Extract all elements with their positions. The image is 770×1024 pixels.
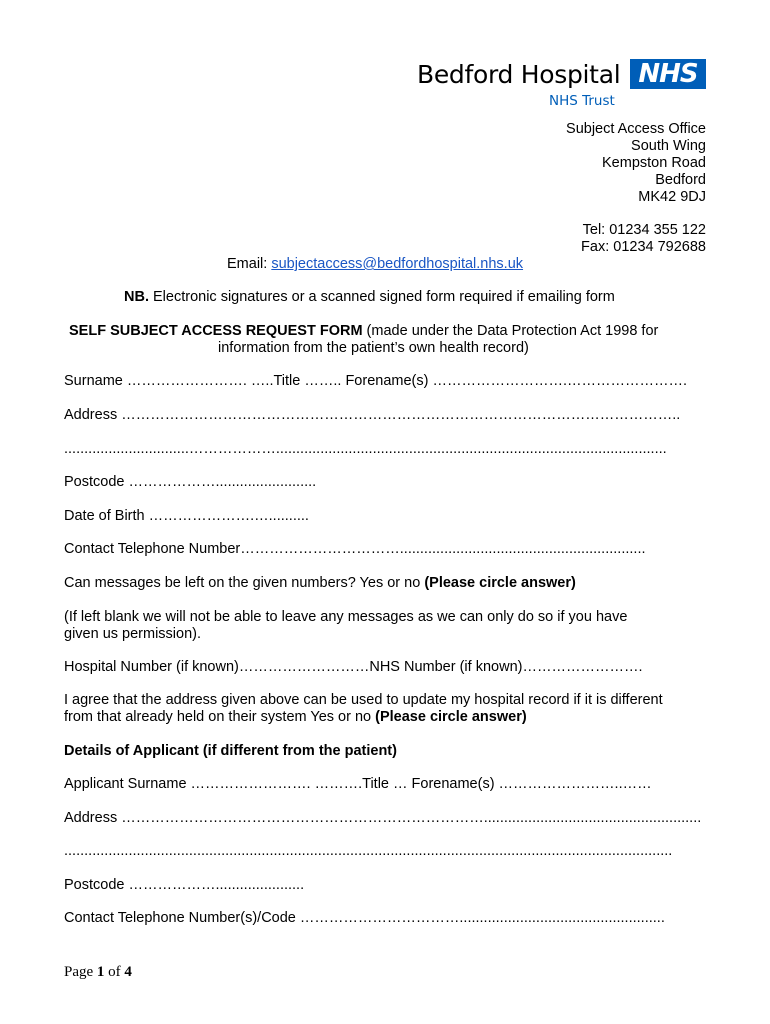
nb-note <box>124 289 615 305</box>
address-road: Kempston Road <box>602 155 706 171</box>
address-wing: South Wing <box>631 138 706 154</box>
dob-field[interactable]: Date of Birth ………………….….......... <box>64 508 309 524</box>
hospital-number-field[interactable]: Hospital Number (if known)………………………NHS Number (if known)……………………. <box>64 659 643 675</box>
messages-instruction: (Please circle answer) <box>424 575 576 591</box>
page-prefix: Page <box>64 964 97 980</box>
form-title-sub1: (made under the Data Protection Act 1998 for <box>362 323 659 339</box>
email-label: Email: <box>227 256 272 272</box>
address-field-2[interactable]: ...............................………………................................................................................................. <box>64 441 667 457</box>
page-number <box>64 964 132 981</box>
address-postcode: MK42 9DJ <box>638 189 706 205</box>
form-title <box>69 323 658 339</box>
nb-label: NB. <box>124 289 149 305</box>
agree-line2 <box>64 709 527 725</box>
page-current: 1 <box>96 964 105 980</box>
form-title-main: SELF SUBJECT ACCESS REQUEST FORM <box>69 323 363 339</box>
applicant-phone-field[interactable]: Contact Telephone Number(s)/Code ……………………………................................................... <box>64 910 665 926</box>
messages-question-text: Can messages be left on the given numbers? Yes or no <box>64 575 425 591</box>
agree-line1: I agree that the address given above can be used to update my hospital record if it is different <box>64 692 663 708</box>
agree-text: from that already held on their system Yes or no <box>64 709 376 725</box>
page-total: 4 <box>124 964 132 980</box>
address-town: Bedford <box>655 172 706 188</box>
hospital-name: Bedford Hospital <box>417 60 621 89</box>
nb-text: Electronic signatures or a scanned signed form required if emailing form <box>148 289 615 305</box>
address-office: Subject Access Office <box>566 121 706 137</box>
page-of: of <box>104 964 125 980</box>
applicant-heading: Details of Applicant (if different from the patient) <box>64 743 397 759</box>
trust-name: NHS Trust <box>549 93 615 109</box>
agree-instruction: (Please circle answer) <box>375 709 527 725</box>
messages-question <box>64 575 576 591</box>
address-fax: Fax: 01234 792688 <box>581 239 706 255</box>
applicant-address-field[interactable]: Address …………………………………………………………………...................................................... <box>64 810 702 826</box>
email-line <box>227 256 523 272</box>
nhs-logo <box>630 59 706 89</box>
address-field[interactable]: Address …………………………………………………………………………………………………….. <box>64 407 681 423</box>
form-subtitle: information from the patient’s own health record) <box>218 340 529 356</box>
address-tel: Tel: 01234 355 122 <box>582 222 706 238</box>
applicant-address-field-2[interactable]: ....................................................................................................................................................... <box>64 843 673 859</box>
applicant-surname-field[interactable]: Applicant Surname ……………………. ……….Title … Forename(s) ……………………..…… <box>64 776 652 792</box>
email-link[interactable]: subjectaccess@bedfordhospital.nhs.uk <box>271 256 524 272</box>
applicant-postcode-field[interactable]: Postcode ………………...................... <box>64 877 305 893</box>
blank-note-line2: given us permission). <box>64 626 201 642</box>
postcode-field[interactable]: Postcode ………………......................... <box>64 474 317 490</box>
nhs-logo-text: NHS <box>638 59 698 89</box>
blank-note-line1: (If left blank we will not be able to leave any messages as we can only do so if you have <box>64 609 628 625</box>
surname-field[interactable]: Surname ……………………. …..Title …….. Forename(s) ……………………….……………………. <box>64 373 688 389</box>
phone-field[interactable]: Contact Telephone Number……………………………............................................................. <box>64 541 646 557</box>
